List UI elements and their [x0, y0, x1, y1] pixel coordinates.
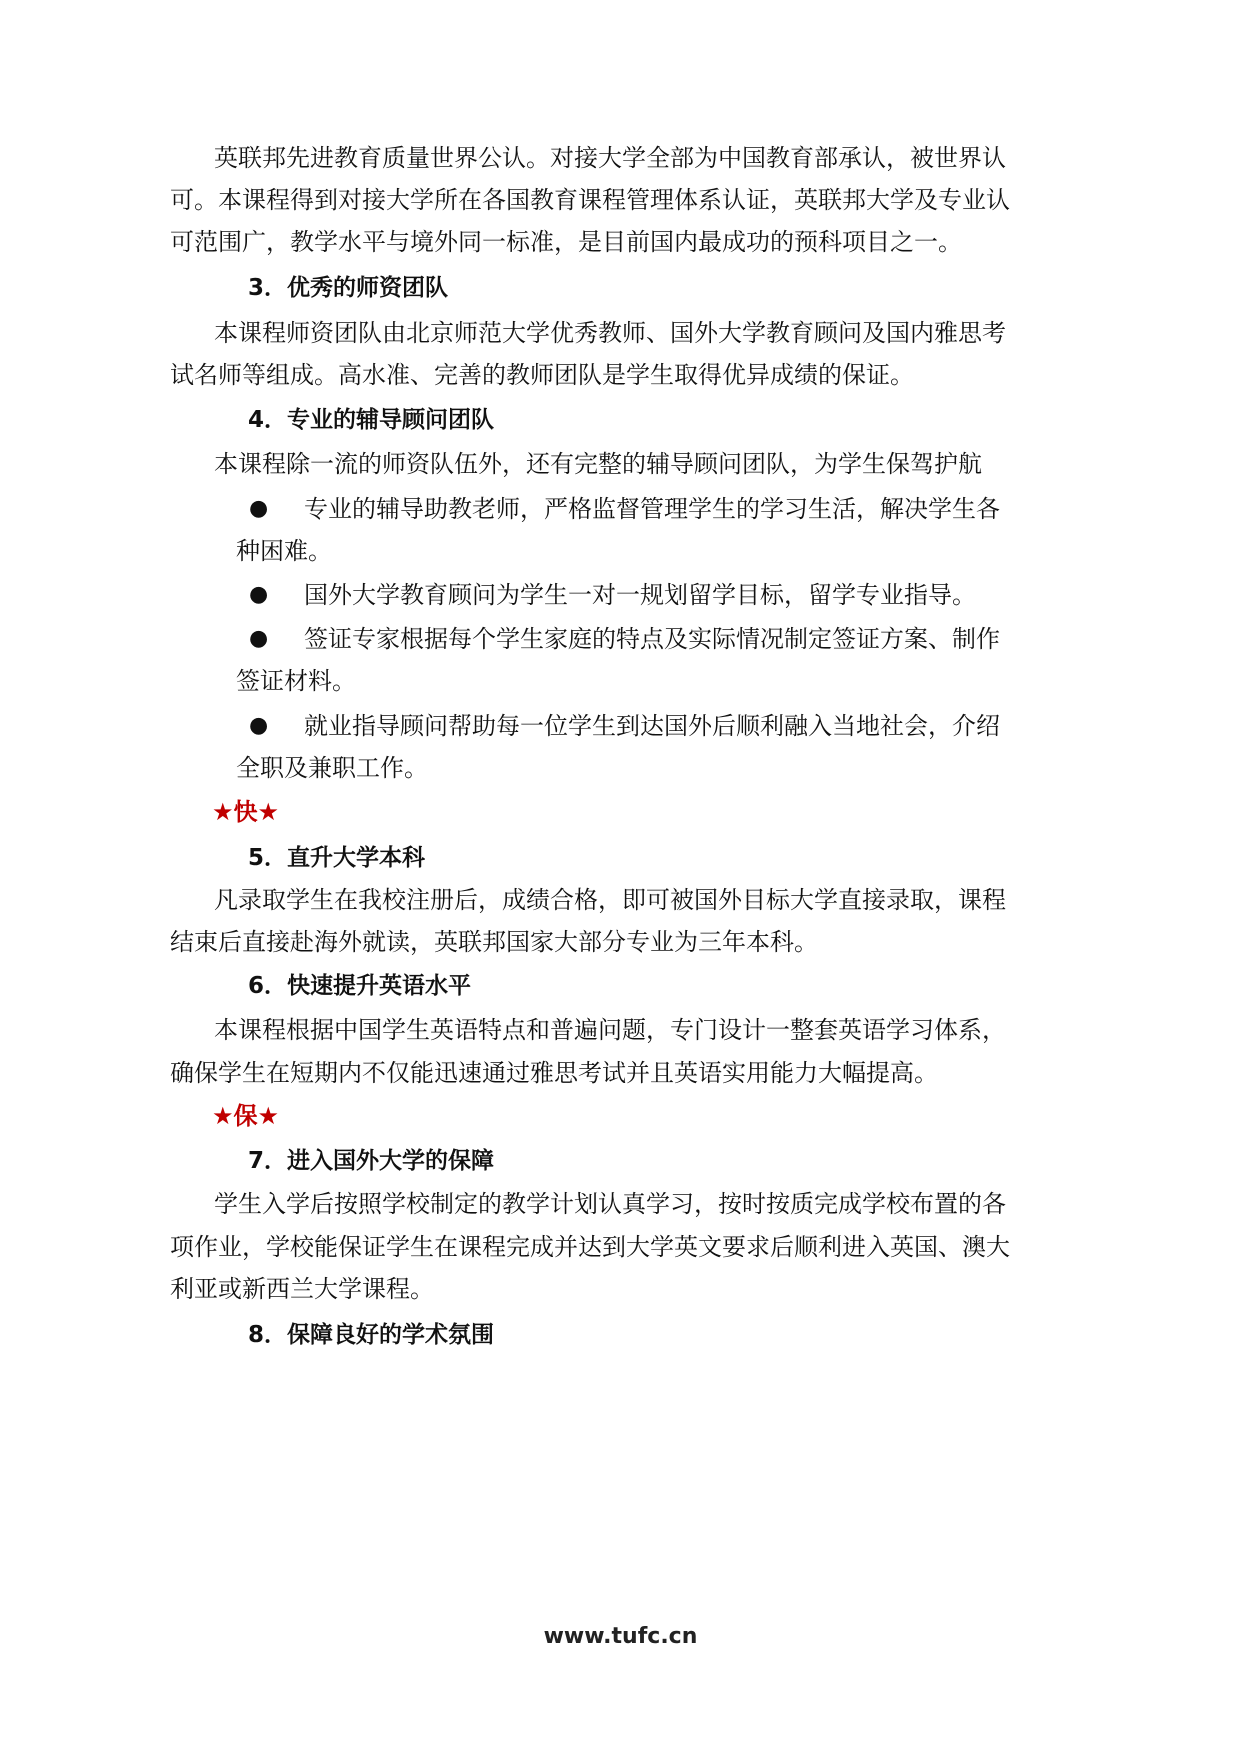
section-5-line-2: 结束后直接赴海外就读，英联邦国家大部分专业为三年本科。 [170, 928, 818, 956]
bullet-3-line-1: 签证专家根据每个学生家庭的特点及实际情况制定签证方案、制作 [304, 625, 1000, 653]
star-guarantee-label: ★保★ [212, 1102, 280, 1130]
section-5-heading: 5．直升大学本科 [248, 845, 426, 871]
section-8-heading: 8．保障良好的学术氛围 [248, 1322, 495, 1348]
intro-line-2: 可。本课程得到对接大学所在各国教育课程管理体系认证，英联邦大学及专业认 [170, 186, 1010, 214]
bullet-icon: ● [249, 626, 269, 651]
bullet-3-line-2: 签证材料。 [236, 667, 356, 695]
section-3-heading: 3．优秀的师资团队 [248, 275, 449, 301]
intro-line-1: 英联邦先进教育质量世界公认。对接大学全部为中国教育部承认，被世界认 [214, 144, 1006, 172]
bullet-1-line-1: 专业的辅导助教老师，严格监督管理学生的学习生活，解决学生各 [304, 495, 1000, 523]
section-5-line-1: 凡录取学生在我校注册后，成绩合格，即可被国外目标大学直接录取，课程 [214, 886, 1006, 914]
bullet-4-line-2: 全职及兼职工作。 [236, 754, 428, 782]
bullet-2-line-1: 国外大学教育顾问为学生一对一规划留学目标，留学专业指导。 [304, 581, 976, 609]
bullet-icon: ● [249, 713, 269, 738]
footer-url: www.tufc.cn [543, 1624, 698, 1649]
bullet-icon: ● [249, 582, 269, 607]
section-7-line-3: 利亚或新西兰大学课程。 [170, 1275, 434, 1303]
bullet-4-line-1: 就业指导顾问帮助每一位学生到达国外后顺利融入当地社会，介绍 [304, 712, 1000, 740]
star-fast-label: ★快★ [212, 798, 280, 826]
section-4-heading: 4．专业的辅导顾问团队 [248, 407, 495, 433]
section-7-heading: 7．进入国外大学的保障 [248, 1148, 495, 1174]
section-6-line-2: 确保学生在短期内不仅能迅速通过雅思考试并且英语实用能力大幅提高。 [170, 1059, 938, 1087]
section-6-heading: 6．快速提升英语水平 [248, 973, 472, 999]
section-3-line-1: 本课程师资团队由北京师范大学优秀教师、国外大学教育顾问及国内雅思考 [214, 319, 1006, 347]
bullet-1-line-2: 种困难。 [236, 537, 332, 565]
section-4-line-1: 本课程除一流的师资队伍外，还有完整的辅导顾问团队，为学生保驾护航 [214, 450, 982, 478]
intro-line-3: 可范围广，教学水平与境外同一标准，是目前国内最成功的预科项目之一。 [170, 228, 962, 256]
section-7-line-1: 学生入学后按照学校制定的教学计划认真学习，按时按质完成学校布置的各 [214, 1190, 1006, 1218]
section-6-line-1: 本课程根据中国学生英语特点和普遍问题，专门设计一整套英语学习体系， [214, 1016, 1006, 1044]
bullet-icon: ● [249, 496, 269, 521]
section-7-line-2: 项作业，学校能保证学生在课程完成并达到大学英文要求后顺利进入英国、澳大 [170, 1233, 1010, 1261]
section-3-line-2: 试名师等组成。高水准、完善的教师团队是学生取得优异成绩的保证。 [170, 361, 914, 389]
